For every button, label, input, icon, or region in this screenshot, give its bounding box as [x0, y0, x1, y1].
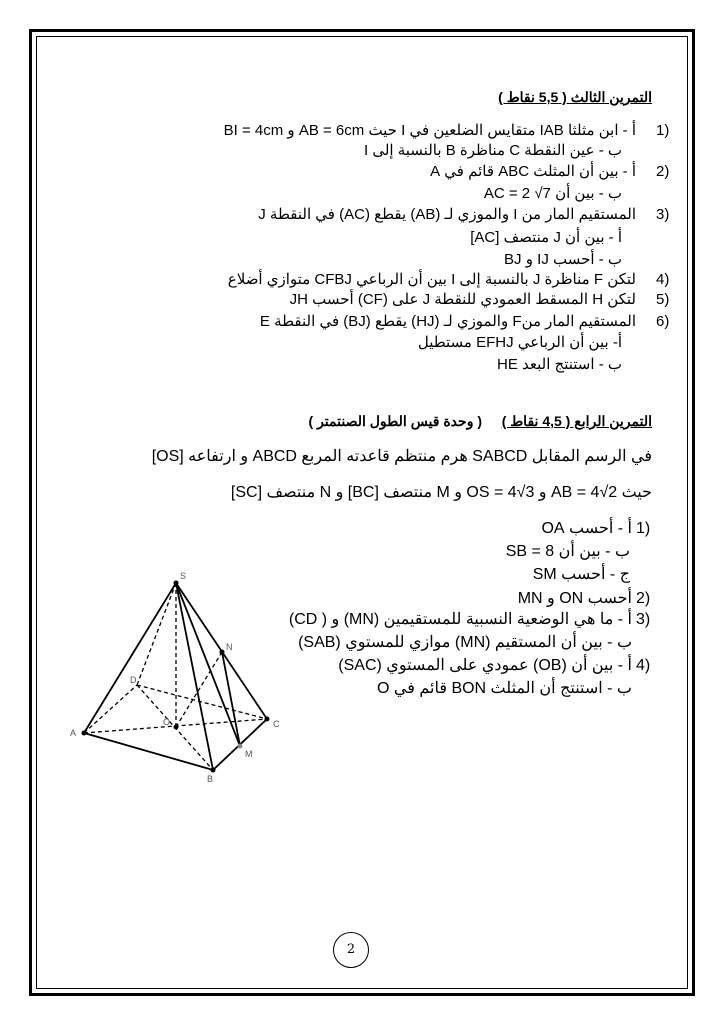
exercise3-item: لتكن F مناظرة J بالنسبة إلى I بين أن الرباعي CFBJ متوازي أضلاع — [227, 271, 636, 288]
item-number: 3) — [636, 611, 651, 628]
label-M: M — [245, 749, 253, 759]
label-A: A — [70, 728, 77, 738]
exercise4-item: أ - أحسب OA — [541, 520, 632, 537]
item-number: 5) — [656, 291, 670, 308]
label-N: N — [226, 642, 233, 652]
label-C: C — [273, 719, 280, 729]
exercise4-unit-note: ( وحدة قيس الطول الصنتمتر ) — [308, 413, 482, 429]
item-number: 3) — [656, 206, 670, 223]
item-number: 1) — [656, 122, 670, 139]
exercise3-item: ب - بين أن AC = 2 √7 — [483, 185, 622, 202]
exercise3-item: أ - بين أن J منتصف [AC] — [470, 229, 622, 246]
label-B: B — [207, 774, 214, 784]
exercise3-item: ب - عين النقطة C مناظرة B بالنسبة إلى I — [363, 142, 622, 159]
exercise3-item: لتكن H المسقط العمودي للنقطة J على (CF) أحسب JH — [289, 291, 636, 308]
item-number: 6) — [656, 313, 670, 330]
exercise3-item: أ - بين أن المثلث ABC قائم في A — [430, 163, 636, 180]
exercise3-item: أ - ابن مثلثا IAB متقايس الضلعين في I حيث AB = 6cm و BI = 4cm — [223, 122, 636, 139]
exercise3-item: المستقيم المار منF والموزي لـ (HJ) يقطع (BJ) في النقطة E — [259, 313, 636, 330]
exercise4-item: ج - أحسب SM — [532, 566, 630, 583]
exercise4-item: أحسب ON و MN — [517, 590, 632, 607]
label-D: D — [130, 675, 137, 685]
item-number: 2) — [656, 163, 670, 180]
exercise4-item: أ - بين أن (OB) عمودي على المستوي (SAC) — [338, 657, 632, 674]
exercise3-item: ب - أحسب IJ و BJ — [504, 251, 622, 268]
exercise4-item: ب - بين أن SB = 8 — [505, 543, 630, 560]
page-number: 2 — [333, 932, 369, 968]
item-number: 4) — [656, 271, 670, 288]
exercise4-intro: حيث AB = 4√2 و OS = 4√3 و M منتصف [BC] و N منتصف [SC] — [230, 484, 652, 501]
label-O: O — [163, 717, 171, 727]
exercise4-title: التمرين الرابع ( 4,5 نقاط ) — [501, 413, 652, 429]
label-S: S — [180, 571, 187, 581]
exercise4-item: ب - استنتج أن المثلث BON قائم في O — [377, 680, 632, 697]
exercise4-item: ب - بين أن المستقيم (MN) موازي للمستوي (SAB) — [298, 634, 632, 651]
exercise3-item: ب - استنتج البعد HE — [496, 356, 622, 373]
item-number: 1) — [636, 520, 651, 537]
item-number: 4) — [636, 657, 651, 674]
exercise3-item: أ- بين أن الرباعي EFHJ مستطيل — [417, 334, 622, 351]
exercise4-item: أ - ما هي الوضعية النسبية للمستقيمين (MN) و ( CD) — [288, 611, 632, 628]
item-number: 2) — [636, 590, 651, 607]
exercise3-title: التمرين الثالث ( 5,5 نقاط ) — [498, 89, 652, 105]
exercise4-intro: في الرسم المقابل SABCD هرم منتظم قاعدته المربع ABCD و ارتفاعه [OS] — [151, 448, 652, 465]
exercise3-item: المستقيم المار من I والموزي لـ (AB) يقطع (AC) في النقطة J — [258, 206, 636, 223]
